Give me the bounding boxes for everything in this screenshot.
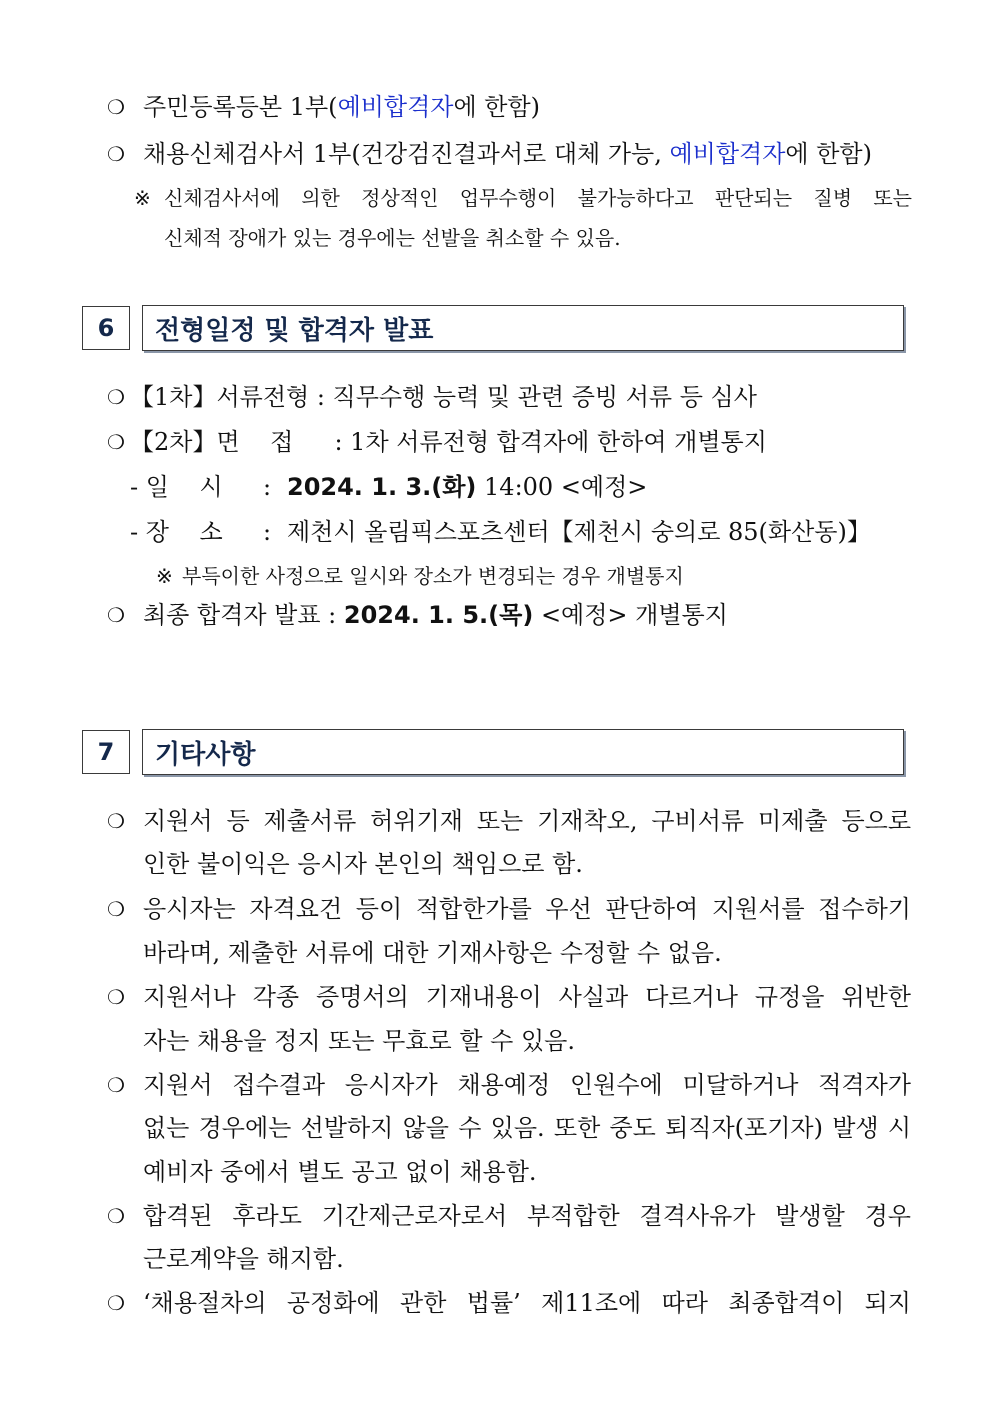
- section-number: 7: [82, 730, 130, 774]
- note-mark-icon: ※: [156, 564, 173, 588]
- stage2-interview: 【2차】면 접 : 1차 서류전형 합격자에 한하여 개별통지: [130, 428, 767, 456]
- bullet-icon: ❍: [107, 897, 125, 921]
- misc-item-line: 없는 경우에는 선발하지 않을 수 있음. 또한 중도 퇴직자(포기자) 발생 시: [143, 1114, 911, 1142]
- bullet-icon: ❍: [107, 142, 125, 166]
- bullet-icon: ❍: [107, 985, 125, 1009]
- bullet-icon: ❍: [107, 95, 125, 119]
- doc-note-line1: 신체검사서에 의한 정상적인 업무수행이 불가능하다고 판단되는 질병 또는: [164, 186, 912, 210]
- misc-item-line: 합격된 후라도 기간제근로자로서 부적합한 결격사유가 발생할 경우: [143, 1202, 911, 1230]
- doc-item-resident-register: 주민등록등본 1부(예비합격자에 한함): [143, 93, 541, 121]
- bullet-icon: ❍: [107, 1291, 125, 1315]
- misc-item-line: 인한 불이익은 응시자 본인의 책임으로 함.: [143, 850, 583, 878]
- bullet-icon: ❍: [107, 430, 125, 454]
- final-announcement: 최종 합격자 발표 : 2024. 1. 5.(목) <예정> 개별통지: [143, 601, 728, 629]
- misc-item-line: 지원서 등 제출서류 허위기재 또는 기재착오, 구비서류 미제출 등으로: [143, 807, 911, 835]
- misc-item-line: 응시자는 자격요건 등이 적합한가를 우선 판단하여 지원서를 접수하기: [143, 895, 911, 923]
- highlight-reserve-candidate: 예비합격자: [337, 93, 454, 121]
- bullet-icon: ❍: [107, 603, 125, 627]
- bullet-icon: ❍: [107, 1073, 125, 1097]
- section-title: 기타사항: [142, 729, 904, 775]
- interview-date: - 일 시 : 2024. 1. 3.(화) 14:00 <예정>: [130, 473, 648, 501]
- misc-item-line: 바라며, 제출한 서류에 대한 기재사항은 수정할 수 없음.: [143, 939, 722, 967]
- bullet-icon: ❍: [107, 809, 125, 833]
- stage1-document-screening: 【1차】서류전형 : 직무수행 능력 및 관련 증빙 서류 등 심사: [130, 383, 757, 411]
- bullet-icon: ❍: [107, 385, 125, 409]
- bullet-icon: ❍: [107, 1204, 125, 1228]
- misc-item-line: 예비자 중에서 별도 공고 없이 채용함.: [143, 1158, 537, 1186]
- misc-item-line: 근로계약을 해지함.: [143, 1245, 344, 1273]
- highlight-reserve-candidate: 예비합격자: [669, 140, 786, 168]
- schedule-change-note: 부득이한 사정으로 일시와 장소가 변경되는 경우 개별통지: [182, 564, 684, 588]
- interview-place: - 장 소 : 제천시 올림픽스포츠센터【제천시 숭의로 85(화산동)】: [130, 518, 871, 546]
- misc-item-line: ‘채용절차의 공정화에 관한 법률’ 제11조에 따라 최종합격이 되지: [143, 1289, 911, 1317]
- note-mark-icon: ※: [134, 186, 151, 210]
- misc-item-line: 지원서나 각종 증명서의 기재내용이 사실과 다르거나 규정을 위반한: [143, 983, 911, 1011]
- section-title: 전형일정 및 합격자 발표: [142, 305, 904, 351]
- doc-note-line2: 신체적 장애가 있는 경우에는 선발을 취소할 수 있음.: [164, 226, 621, 250]
- doc-item-health-check: 채용신체검사서 1부(건강검진결과서로 대체 가능, 예비합격자에 한함): [143, 140, 872, 168]
- misc-item-line: 자는 채용을 정지 또는 무효로 할 수 있음.: [143, 1027, 575, 1055]
- misc-item-line: 지원서 접수결과 응시자가 채용예정 인원수에 미달하거나 적격자가: [143, 1071, 911, 1099]
- section-number: 6: [82, 306, 130, 350]
